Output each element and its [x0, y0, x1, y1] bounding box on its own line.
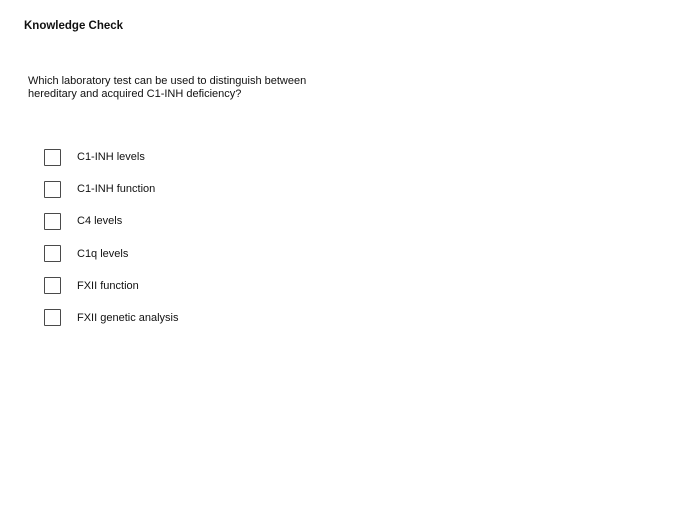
checkbox[interactable] [44, 181, 61, 198]
option-label: C1-INH function [77, 183, 156, 196]
checkbox[interactable] [44, 213, 61, 230]
question-text [28, 75, 348, 101]
checkbox[interactable] [44, 245, 61, 262]
checkbox[interactable] [44, 277, 61, 294]
option-label: C4 levels [77, 215, 123, 228]
answer-options [44, 146, 179, 339]
option-label: FXII genetic analysis [77, 311, 179, 324]
answer-option-fxii-genetic-analysis[interactable] [44, 307, 179, 329]
option-label: C1-INH levels [77, 151, 145, 163]
question-line-1: Which laboratory test can be used to distinguish between [28, 75, 307, 87]
answer-option-fxii-function[interactable] [44, 275, 179, 297]
page-title: Knowledge Check [24, 20, 124, 32]
question-line-2: hereditary and acquired C1-INH deficiency? [28, 88, 242, 100]
checkbox[interactable] [44, 309, 61, 326]
option-label: FXII function [77, 279, 139, 292]
option-label: C1q levels [77, 247, 129, 260]
answer-option-c1inh-function[interactable] [44, 178, 179, 200]
answer-option-c4-levels[interactable] [44, 210, 179, 232]
checkbox[interactable] [44, 149, 61, 166]
answer-option-c1q-levels[interactable] [44, 243, 179, 265]
answer-option-c1inh-levels[interactable] [44, 146, 179, 168]
